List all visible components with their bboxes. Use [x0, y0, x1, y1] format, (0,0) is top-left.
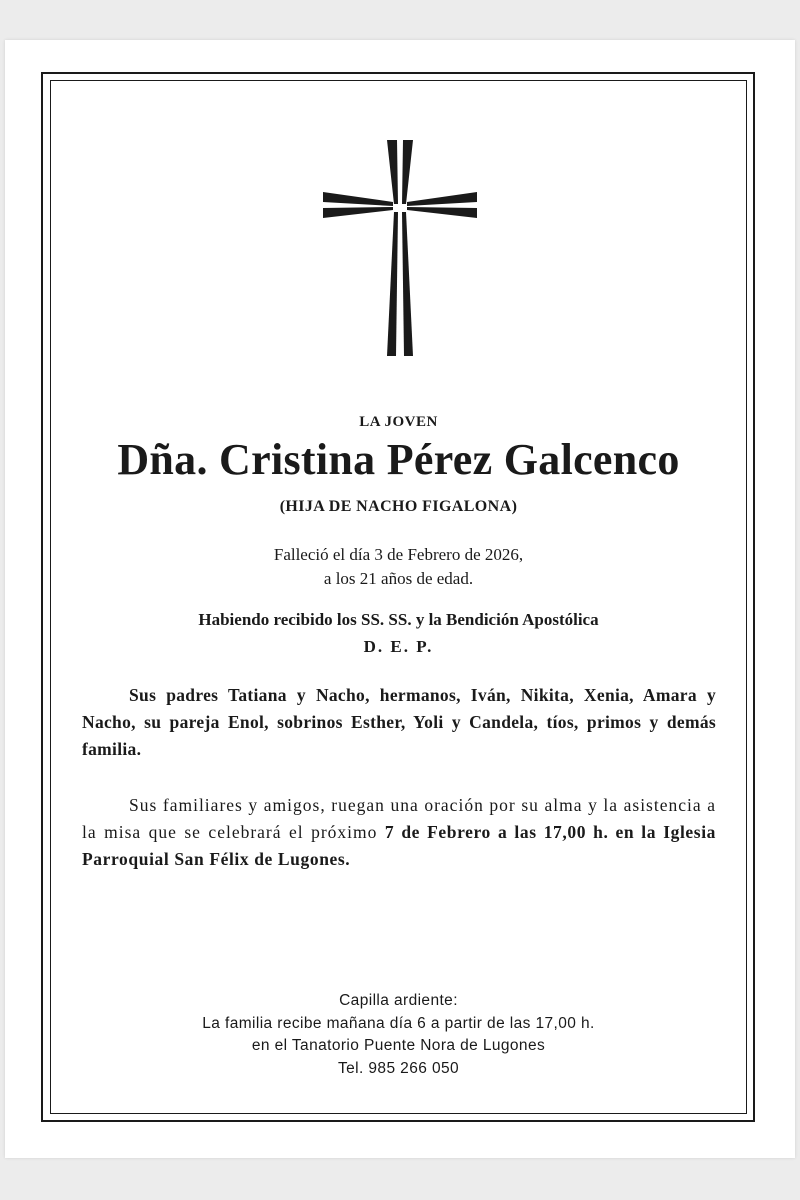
cross-icon — [323, 140, 477, 356]
chapel-title: Capilla ardiente: — [339, 992, 458, 1009]
obituary-page — [5, 40, 795, 1158]
invitation-text: Sus familiares y amigos, ruegan una oración por su alma y la asistencia a la misa que se celebrará el próximo — [82, 795, 716, 842]
chapel-phone: Tel. 985 266 050 — [337, 1060, 460, 1077]
chapel-line-location: en el Tanatorio Puente Nora de Lugones — [251, 1037, 546, 1054]
blessing-line: Habiendo recibido los SS. SS. y la Bendición Apostólica — [198, 610, 599, 629]
age-line: a los 21 años de edad. — [323, 569, 474, 588]
parent-note: (HIJA DE NACHO FIGALONA) — [279, 498, 518, 515]
chapel-line-reception: La familia recibe mañana día 6 a partir de las 17,00 h. — [202, 1015, 595, 1032]
death-date-line: Falleció el día 3 de Febrero de 2026, — [273, 545, 524, 564]
deceased-name: Dña. Cristina Pérez Galcenco — [117, 435, 680, 484]
family-paragraph: Sus padres Tatiana y Nacho, hermanos, Iván, Nikita, Xenia, Amara y Nacho, su pareja Enol, sobrinos Esther, Yoli y Candela, tíos, primos y demás familia. — [82, 685, 716, 759]
mass-details: 7 de Febrero a las 17,00 h. en la Iglesia Parroquial San Félix de Lugones. — [82, 822, 717, 869]
rip-line: D. E. P. — [363, 637, 434, 656]
subtitle: LA JOVEN — [359, 414, 438, 430]
invitation-paragraph — [82, 792, 716, 873]
